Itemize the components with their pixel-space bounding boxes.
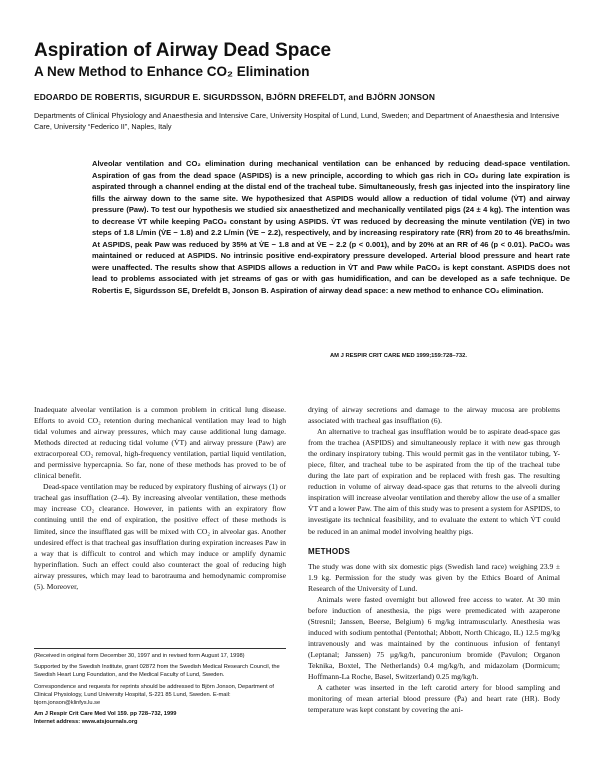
abstract: [92, 158, 570, 297]
methods-paragraph-1: The study was done with six domestic pigs (Swedish land race) weighing 23.9 ± 1.9 kg. Permission for the study was given by the Ethics Board of Animal Research of the University of Lund.: [308, 561, 560, 593]
support-note: Supported by the Swedish Institute, grant 02872 from the Swedish Medical Research Council, the Swedish Heart Lung Foundation, and the Medical Faculty of Lund, Sweden.: [34, 664, 280, 679]
received-note: (Received in original form December 30, 1997 and in revised form August 17, 1998): [34, 653, 245, 659]
footnotes: [34, 648, 286, 727]
intro-paragraph-1: Inadequate alveolar ventilation is a common problem in critical lung disease. Efforts to avoid CO₂ retention during mechanical ventilation may lead to high tidal volumes and airway pressures, which may cause additional lung damage. Methods directed at reducing tidal volume (V̇T) and airway pressure (Paw) are extracorporeal CO₂ removal, high-frequency ventilation, partial liquid ventilation, and permissive hypercapnia. So far, none of these methods has proved to be of clinical benefit.: [34, 405, 286, 481]
methods-heading: METHODS: [308, 546, 351, 556]
abstract-text: Alveolar ventilation and CO₂ elimination during mechanical ventilation can be enhanced by reducing dead-space ventilation. Aspiration of gas from the dead space (ASPIDS) is a new principle, according to which gas rich in CO₂ during late expiration is aspirated through a channel ending at the distal end of the tracheal tube. Simultaneously, fresh gas injected into the inspiratory line fills the airway down to the same site. We hypothesized that ASPIDS would allow a reduction of tidal volume (V̇T) and airway pressure (Paw). To test our hypothesis we studied six anaesthetized and mechanically ventilated pigs (24 ± 4 kg). The intention was to decrease V̇T while keeping PaCO₂ constant by using ASPIDS. V̇T was reduced by decreasing the minute ventilation (V̇E) in two steps of 1.8 L/min (V̇E − 1.8) and 2.2 L/min (V̇E − 2.2), respectively, and by increasing respiratory rate (RR) from 20 to 46 breaths/min. At ASPIDS, peak Paw was reduced by 35% at V̇E − 1.8 and at V̇E − 2.2 (p < 0.001), and by 20% at an RR of 46 (p < 0.01). PaCO₂ was maintained or reduced at ASPIDS. No intrinsic positive end-expiratory pressure developed. Arterial blood pressure and heart rate were unaffected. The results show that ASPIDS allows a reduction in V̇T and Paw while PaCO₂ is kept constant. ASPIDS does not lead to problems associated with jet streams of gas or with gas humidification, and can be developed as a safe technique. De Robertis E, Sigurdsson SE, Drefeldt B, Jonson B. Aspiration of airway dead space: a new method to enhance CO₂ elimination.: [92, 159, 570, 296]
abstract-citation: AM J RESPIR CRIT CARE MED 1999;159:728–732.: [330, 353, 467, 359]
intro-paragraph-3: drying of airway secretions and damage to the airway mucosa are problems associated with tracheal gas insufflation (6).: [308, 405, 560, 426]
methods-paragraph-2: Animals were fasted overnight but allowed free access to water. At 30 min before induction of anesthesia, the pigs were premedicated with azaperone (Stresnil; Janssen, Beerse, Belgium) 6 mg/kg intramuscularly. Anesthesia was induced with sodium pentothal (Pentothal; Abbott, North Chicago, IL) 12.5 mg/kg intravenously and was maintained by the continuous infusion of fentanyl (Leptanal; Janssen) 75 μg/kg/h, pancuronium bromide (Pavulon; Organon Teknika, Boxtel, The Netherlands) 0.4 mg/kg/h, and midazolam (Dormicum; Hoffmann-La Roche, Basel, Switzerland) 0.25 mg/kg/h.: [308, 594, 560, 682]
internet-address: Internet address: www.atsjournals.org: [34, 719, 138, 726]
methods-paragraph-3: A catheter was inserted in the left carotid artery for blood sampling and monitoring of mean arterial blood pressure (P̄a) and heart rate (HR). Body temperature was kept constant by covering the ani-: [308, 683, 560, 715]
intro-paragraph-4: An alternative to tracheal gas insufflation would be to aspirate dead-space gas from the trachea (ASPIDS) and simultaneously replace it with new gas through the ordinary inspiratory tubing. This would permit gas in the ventilator tubing, Y-piece, filter, and tracheal tube to be aspirated from the tip of the tracheal tube during the late part of expiration and be replaced with fresh gas. The resulting reduction in volume of airway dead-space gas that returns to the alveoli during inspiration will increase alveolar ventilation and thereby allow the use of a smaller V̇T and a lower Paw. The aim of this study was to present a system for ASPIDS, to investigate its technical feasibility, and to evaluate the extent to which V̇T could be reduced in an animal model involving healthy pigs.: [308, 427, 560, 536]
affiliations: Departments of Clinical Physiology and Anaesthesia and Intensive Care, University Hospital of Lund, Lund, Sweden; and Department of Anaesthesia and Intensive Care, University “Federico II”, Naples, Italy: [34, 111, 560, 131]
body-right-column: [308, 404, 560, 715]
journal-info: Am J Respir Crit Care Med Vol 159. pp 728–732, 1999: [34, 711, 177, 718]
body-left-column: [34, 404, 286, 592]
article-subtitle: A New Method to Enhance CO₂ Elimination: [34, 64, 310, 79]
correspondence-note: Correspondence and requests for reprints should be addressed to Björn Jonson, Department of Clinical Physiology, Lund University Hospital, S-221 85 Lund, Sweden. E-mail: bjorn.jonson@klinfys.lu.se: [34, 683, 274, 707]
author-list: EDOARDO DE ROBERTIS, SIGURDUR E. SIGURDSSON, BJÖRN DREFELDT, and BJÖRN JONSON: [34, 92, 436, 102]
intro-paragraph-2: Dead-space ventilation may be reduced by expiratory flushing of airways (1) or tracheal gas insufflation (2–4). By increasing alveolar ventilation, these methods may increase CO₂ clearance. However, in patients with an expiratory flow continuing until the end of expiration, the positive effect of these methods is limited, since the insufflated gas will be mixed with CO₂ in alveolar gas. Another undesired effect is that tracheal gas insufflation during expiration increases Paw in a way that is difficult to control and which may induce or amplify dynamic hyperinflation. Such an effect could also counteract the goal of reducing high airway pressures, which may lead to barotrauma and hemodynamic compromise (5). Moreover,: [34, 482, 286, 591]
article-title: Aspiration of Airway Dead Space: [34, 40, 332, 61]
footnote-divider: [34, 648, 286, 649]
